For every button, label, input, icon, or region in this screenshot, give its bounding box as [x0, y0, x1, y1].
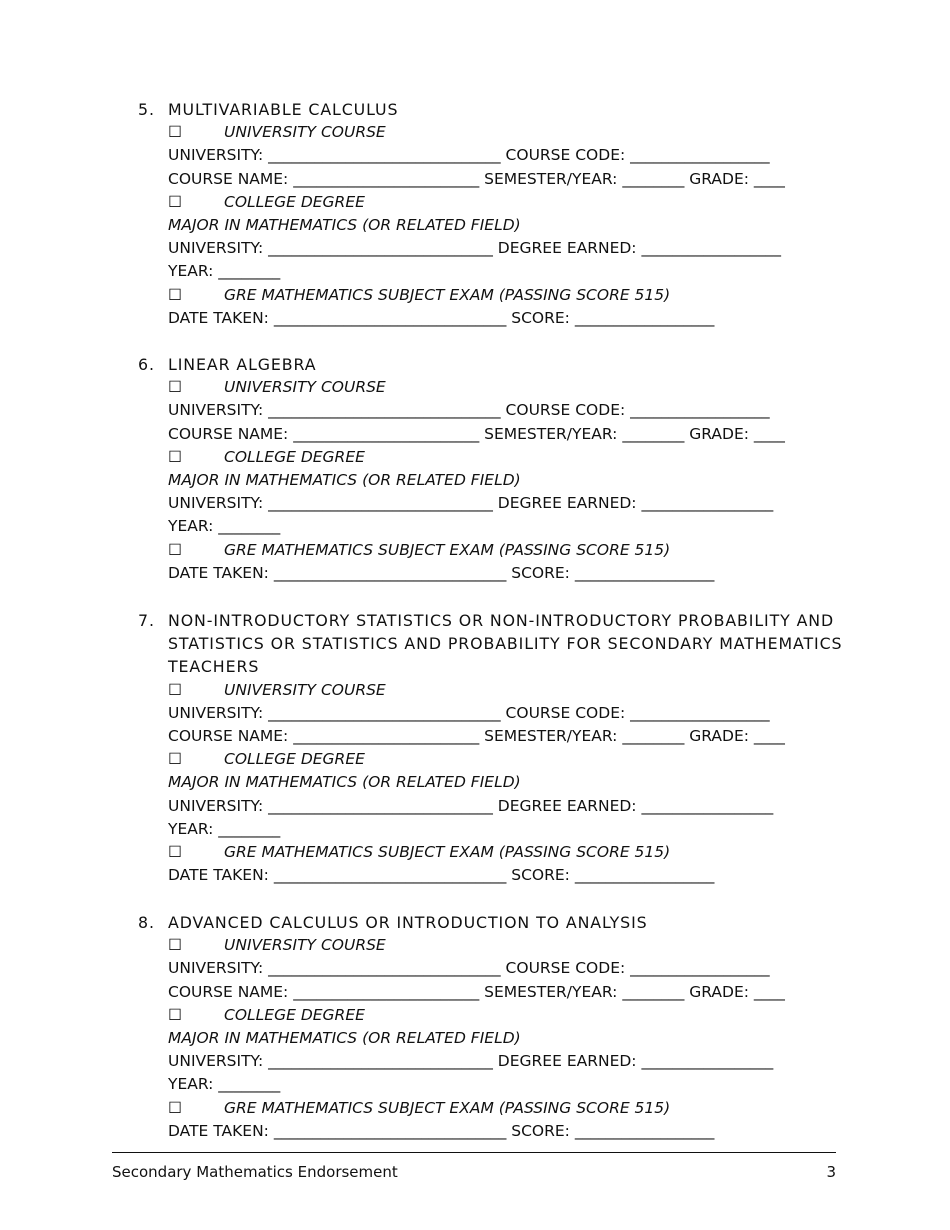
checkbox-icon[interactable]: ☐ — [168, 123, 182, 142]
section-statistics-probability — [138, 609, 843, 887]
section-number: 7. — [138, 611, 155, 630]
university-course-option[interactable] — [138, 934, 838, 957]
checkbox-icon[interactable]: ☐ — [168, 1005, 182, 1024]
year-field[interactable]: YEAR: ________ — [168, 517, 281, 536]
university-degree-fields[interactable]: UNIVERSITY: _____________________________ DEGREE EARNED: _________________ — [168, 796, 774, 815]
university-course-option[interactable] — [138, 679, 838, 702]
gre-exam-option[interactable] — [138, 284, 838, 307]
option-label: GRE MATHEMATICS SUBJECT EXAM (PASSING SCORE 515) — [224, 1098, 671, 1117]
gre-exam-option[interactable] — [138, 539, 838, 562]
university-course-option[interactable] — [138, 376, 838, 399]
section-number: 8. — [138, 913, 155, 932]
section-number: 5. — [138, 100, 155, 119]
section-title: MULTIVARIABLE CALCULUS — [168, 100, 399, 119]
gre-exam-option[interactable] — [138, 841, 838, 864]
university-degree-fields[interactable]: UNIVERSITY: _____________________________ DEGREE EARNED: __________________ — [168, 239, 781, 258]
section-advanced-calculus — [138, 911, 838, 1143]
university-degree-fields[interactable]: UNIVERSITY: _____________________________ DEGREE EARNED: _________________ — [168, 494, 774, 513]
major-note: MAJOR IN MATHEMATICS (OR RELATED FIELD) — [168, 1028, 521, 1047]
checkbox-icon[interactable]: ☐ — [168, 378, 182, 397]
year-field[interactable]: YEAR: ________ — [168, 819, 281, 838]
option-label: GRE MATHEMATICS SUBJECT EXAM (PASSING SCORE 515) — [224, 285, 671, 304]
section-linear-algebra — [138, 353, 838, 585]
option-label: UNIVERSITY COURSE — [224, 936, 386, 955]
major-note: MAJOR IN MATHEMATICS (OR RELATED FIELD) — [168, 773, 521, 792]
checkbox-icon[interactable]: ☐ — [168, 540, 182, 559]
checkbox-icon[interactable]: ☐ — [168, 192, 182, 211]
section-heading — [138, 609, 838, 632]
major-note: MAJOR IN MATHEMATICS (OR RELATED FIELD) — [168, 215, 521, 234]
course-name-semester-grade-fields[interactable]: COURSE NAME: ________________________ SEMESTER/YEAR: ________ GRADE: ____ — [168, 424, 785, 443]
section-heading — [138, 98, 838, 121]
date-score-fields[interactable]: DATE TAKEN: ______________________________ SCORE: __________________ — [168, 563, 715, 582]
checkbox-icon[interactable]: ☐ — [168, 750, 182, 769]
year-field[interactable]: YEAR: ________ — [168, 262, 281, 281]
section-multivariable-calculus — [138, 98, 838, 330]
option-label: UNIVERSITY COURSE — [224, 378, 386, 397]
university-course-option[interactable] — [138, 121, 838, 144]
section-number: 6. — [138, 355, 155, 374]
option-label: GRE MATHEMATICS SUBJECT EXAM (PASSING SCORE 515) — [224, 842, 671, 861]
university-course-code-fields[interactable]: UNIVERSITY: ______________________________ COURSE CODE: __________________ — [168, 401, 770, 420]
section-title-continued: TEACHERS — [168, 657, 260, 677]
date-score-fields[interactable]: DATE TAKEN: ______________________________ SCORE: __________________ — [168, 308, 715, 327]
checkbox-icon[interactable]: ☐ — [168, 1098, 182, 1117]
gre-exam-option[interactable] — [138, 1097, 838, 1120]
option-label: GRE MATHEMATICS SUBJECT EXAM (PASSING SCORE 515) — [224, 540, 671, 559]
date-score-fields[interactable]: DATE TAKEN: ______________________________ SCORE: __________________ — [168, 866, 715, 885]
university-degree-fields[interactable]: UNIVERSITY: _____________________________ DEGREE EARNED: _________________ — [168, 1052, 774, 1071]
page-number: 3 — [826, 1163, 836, 1181]
section-title: LINEAR ALGEBRA — [168, 355, 317, 374]
checkbox-icon[interactable]: ☐ — [168, 447, 182, 466]
checkbox-icon[interactable]: ☐ — [168, 936, 182, 955]
college-degree-option[interactable] — [138, 191, 838, 214]
university-course-code-fields[interactable]: UNIVERSITY: ______________________________ COURSE CODE: __________________ — [168, 959, 770, 978]
college-degree-option[interactable] — [138, 1004, 838, 1027]
option-label: UNIVERSITY COURSE — [224, 123, 386, 142]
footer-title: Secondary Mathematics Endorsement — [112, 1163, 398, 1181]
course-name-semester-grade-fields[interactable]: COURSE NAME: ________________________ SEMESTER/YEAR: ________ GRADE: ____ — [168, 726, 785, 745]
university-course-code-fields[interactable]: UNIVERSITY: ______________________________ COURSE CODE: __________________ — [168, 146, 770, 165]
option-label: UNIVERSITY COURSE — [224, 680, 386, 699]
course-name-semester-grade-fields[interactable]: COURSE NAME: ________________________ SEMESTER/YEAR: ________ GRADE: ____ — [168, 982, 785, 1001]
college-degree-option[interactable] — [138, 748, 838, 771]
date-score-fields[interactable]: DATE TAKEN: ______________________________ SCORE: __________________ — [168, 1121, 715, 1140]
checkbox-icon[interactable]: ☐ — [168, 285, 182, 304]
major-note: MAJOR IN MATHEMATICS (OR RELATED FIELD) — [168, 470, 521, 489]
option-label: COLLEGE DEGREE — [224, 1005, 365, 1024]
section-heading — [138, 911, 838, 934]
section-heading — [138, 353, 838, 376]
section-title: ADVANCED CALCULUS OR INTRODUCTION TO ANALYSIS — [168, 913, 648, 932]
university-course-code-fields[interactable]: UNIVERSITY: ______________________________ COURSE CODE: __________________ — [168, 703, 770, 722]
section-title-continued: STATISTICS OR STATISTICS AND PROBABILITY FOR SECONDARY MATHEMATICS — [168, 634, 843, 654]
option-label: COLLEGE DEGREE — [224, 447, 365, 466]
college-degree-option[interactable] — [138, 446, 838, 469]
year-field[interactable]: YEAR: ________ — [168, 1075, 281, 1094]
option-label: COLLEGE DEGREE — [224, 192, 365, 211]
section-title: NON-INTRODUCTORY STATISTICS OR NON-INTRODUCTORY PROBABILITY AND — [168, 611, 835, 630]
footer-divider — [112, 1152, 836, 1153]
option-label: COLLEGE DEGREE — [224, 750, 365, 769]
course-name-semester-grade-fields[interactable]: COURSE NAME: ________________________ SEMESTER/YEAR: ________ GRADE: ____ — [168, 169, 785, 188]
checkbox-icon[interactable]: ☐ — [168, 680, 182, 699]
checkbox-icon[interactable]: ☐ — [168, 842, 182, 861]
